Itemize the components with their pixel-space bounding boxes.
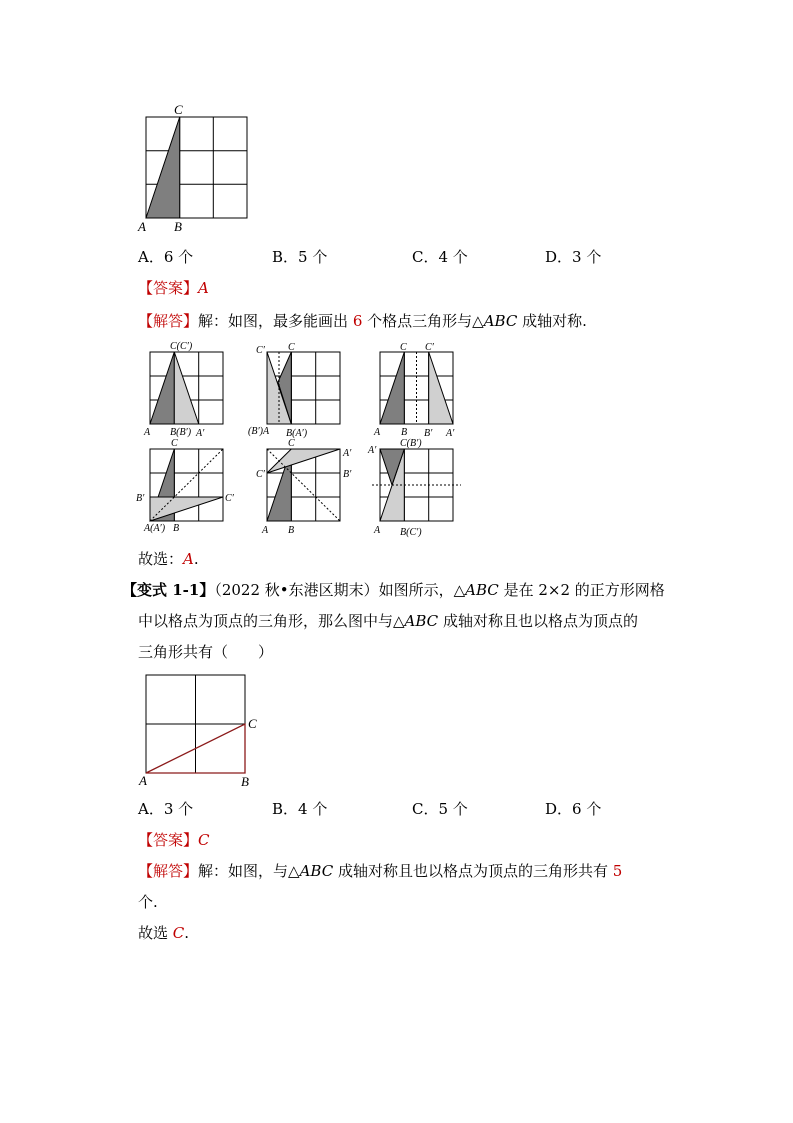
f6-label-a2: A′ bbox=[368, 445, 377, 456]
q2-line1-rest: 是在 2×2 的正方形网格 bbox=[503, 581, 665, 599]
q1-option-c: C．4 个 bbox=[412, 248, 468, 266]
q2-option-b: B．4 个 bbox=[272, 800, 328, 818]
q1-label-c: C bbox=[174, 102, 183, 117]
q1-conclusion-value: A bbox=[183, 550, 194, 568]
f4-label-a: A(A′) bbox=[144, 523, 166, 534]
q2-solution-line-2: 个. bbox=[138, 893, 158, 911]
f3-label-b2: B′ bbox=[424, 428, 433, 439]
f6-label-top: C(B′) bbox=[400, 438, 422, 449]
q2-solution-label: 【解答】 bbox=[138, 862, 199, 880]
q1-conclusion-suffix: . bbox=[193, 550, 199, 568]
solution-fig-1 bbox=[150, 352, 223, 424]
f6-label-b: B(C′) bbox=[400, 527, 422, 538]
f3-label-b: B bbox=[401, 427, 408, 438]
q1-option-b: B．5 个 bbox=[272, 248, 328, 266]
f1-label-b: B(B′) bbox=[170, 427, 192, 438]
q2-label-c: C bbox=[248, 716, 257, 731]
solution-fig-6 bbox=[372, 449, 461, 521]
q2-stem-line-1 bbox=[122, 580, 665, 600]
f2-label-b: B(A′) bbox=[286, 428, 308, 439]
f4-label-b: B bbox=[173, 523, 180, 534]
f3-label-a: A bbox=[374, 427, 381, 438]
q1-solution-line bbox=[138, 311, 587, 331]
solution-figures bbox=[136, 338, 476, 544]
q1-answer-value: A bbox=[198, 279, 209, 297]
f2-label-left: (B′)A bbox=[248, 426, 270, 437]
q1-label-a: A bbox=[138, 219, 146, 234]
f3-label-c: C bbox=[400, 342, 407, 353]
q1-label-b: B bbox=[174, 219, 182, 234]
q2-answer-value: C bbox=[198, 831, 210, 849]
q1-solution-text-1: 解：如图，最多能画出 bbox=[198, 312, 349, 330]
solution-fig-3 bbox=[380, 352, 453, 424]
f1-label-top: C(C′) bbox=[170, 341, 193, 352]
q2-header: 【变式 1-1】 bbox=[122, 581, 215, 599]
q2-solution-line-1 bbox=[138, 861, 622, 881]
f4-label-c: C bbox=[171, 438, 178, 449]
q1-answer-label: 【答案】 bbox=[138, 279, 199, 297]
q2-solution-num: 5 bbox=[612, 862, 623, 880]
q1-option-d: D．3 个 bbox=[545, 248, 602, 266]
f1-label-a: A bbox=[144, 427, 151, 438]
q1-conclusion bbox=[138, 549, 199, 569]
q2-option-c: C．5 个 bbox=[412, 800, 468, 818]
q2-source: （2022 秋•东港区期末）如图所示，△ bbox=[214, 581, 466, 599]
q1-solution-text-2: 个格点三角形与△ bbox=[367, 312, 484, 330]
q2-label-a: A bbox=[139, 773, 147, 788]
solution-fig-5 bbox=[267, 449, 340, 521]
q2-answer-line bbox=[138, 830, 210, 850]
f3-label-a2: A′ bbox=[446, 428, 455, 439]
f5-label-a2: A′ bbox=[343, 448, 352, 459]
q2-conclusion-suffix: . bbox=[184, 924, 190, 942]
q1-solution-num: 6 bbox=[352, 312, 363, 330]
q2-option-a: A．3 个 bbox=[138, 800, 194, 818]
q2-stem-line-3: 三角形共有（ ） bbox=[138, 643, 274, 661]
f5-label-a: A bbox=[262, 525, 269, 536]
f6-label-a: A bbox=[374, 525, 381, 536]
q2-label-b: B bbox=[241, 774, 249, 789]
q1-solution-text-3: 成轴对称. bbox=[522, 312, 587, 330]
q2-answer-label: 【答案】 bbox=[138, 831, 199, 849]
f5-label-b: B bbox=[288, 525, 295, 536]
f4-label-c2: C′ bbox=[225, 493, 234, 504]
q2-solution-abc: ABC bbox=[299, 862, 334, 880]
q2-conclusion-value: C bbox=[172, 924, 185, 942]
q2-solution-text-1: 解：如图，与△ bbox=[198, 862, 300, 880]
f5-label-b2: B′ bbox=[343, 469, 352, 480]
triangle-abc bbox=[146, 117, 180, 218]
q2-conclusion bbox=[138, 923, 189, 943]
q2-abc-1: ABC bbox=[465, 581, 499, 599]
f4-label-b2: B′ bbox=[136, 493, 145, 504]
solution-fig-2 bbox=[267, 352, 340, 424]
f5-label-c: C bbox=[288, 438, 295, 449]
q2-solution-text-2: 成轴对称且也以格点为顶点的三角形共有 bbox=[337, 862, 608, 880]
q2-abc-2: ABC bbox=[404, 612, 439, 630]
q1-solution-abc: ABC bbox=[483, 312, 518, 330]
q1-figure bbox=[136, 100, 256, 235]
q2-stem-line-2 bbox=[138, 611, 638, 631]
q1-option-a: A．6 个 bbox=[138, 248, 194, 266]
q2-conclusion-prefix: 故选 bbox=[138, 924, 169, 942]
q2-line2-b: 成轴对称且也以格点为顶点的 bbox=[442, 612, 638, 630]
f3-label-c2: C′ bbox=[425, 342, 434, 353]
solution-fig-4 bbox=[150, 449, 223, 521]
q2-option-d: D．6 个 bbox=[545, 800, 602, 818]
f2-label-c2: C′ bbox=[256, 345, 265, 356]
q2-figure bbox=[136, 666, 266, 792]
f5-label-c2: C′ bbox=[256, 469, 265, 480]
q2-line2-a: 中以格点为顶点的三角形，那么图中与△ bbox=[138, 612, 405, 630]
q1-answer-line bbox=[138, 278, 209, 298]
q1-conclusion-prefix: 故选： bbox=[138, 550, 184, 568]
q1-solution-label: 【解答】 bbox=[138, 312, 199, 330]
f2-label-c: C bbox=[288, 342, 295, 353]
f1-label-a2: A′ bbox=[196, 428, 205, 439]
